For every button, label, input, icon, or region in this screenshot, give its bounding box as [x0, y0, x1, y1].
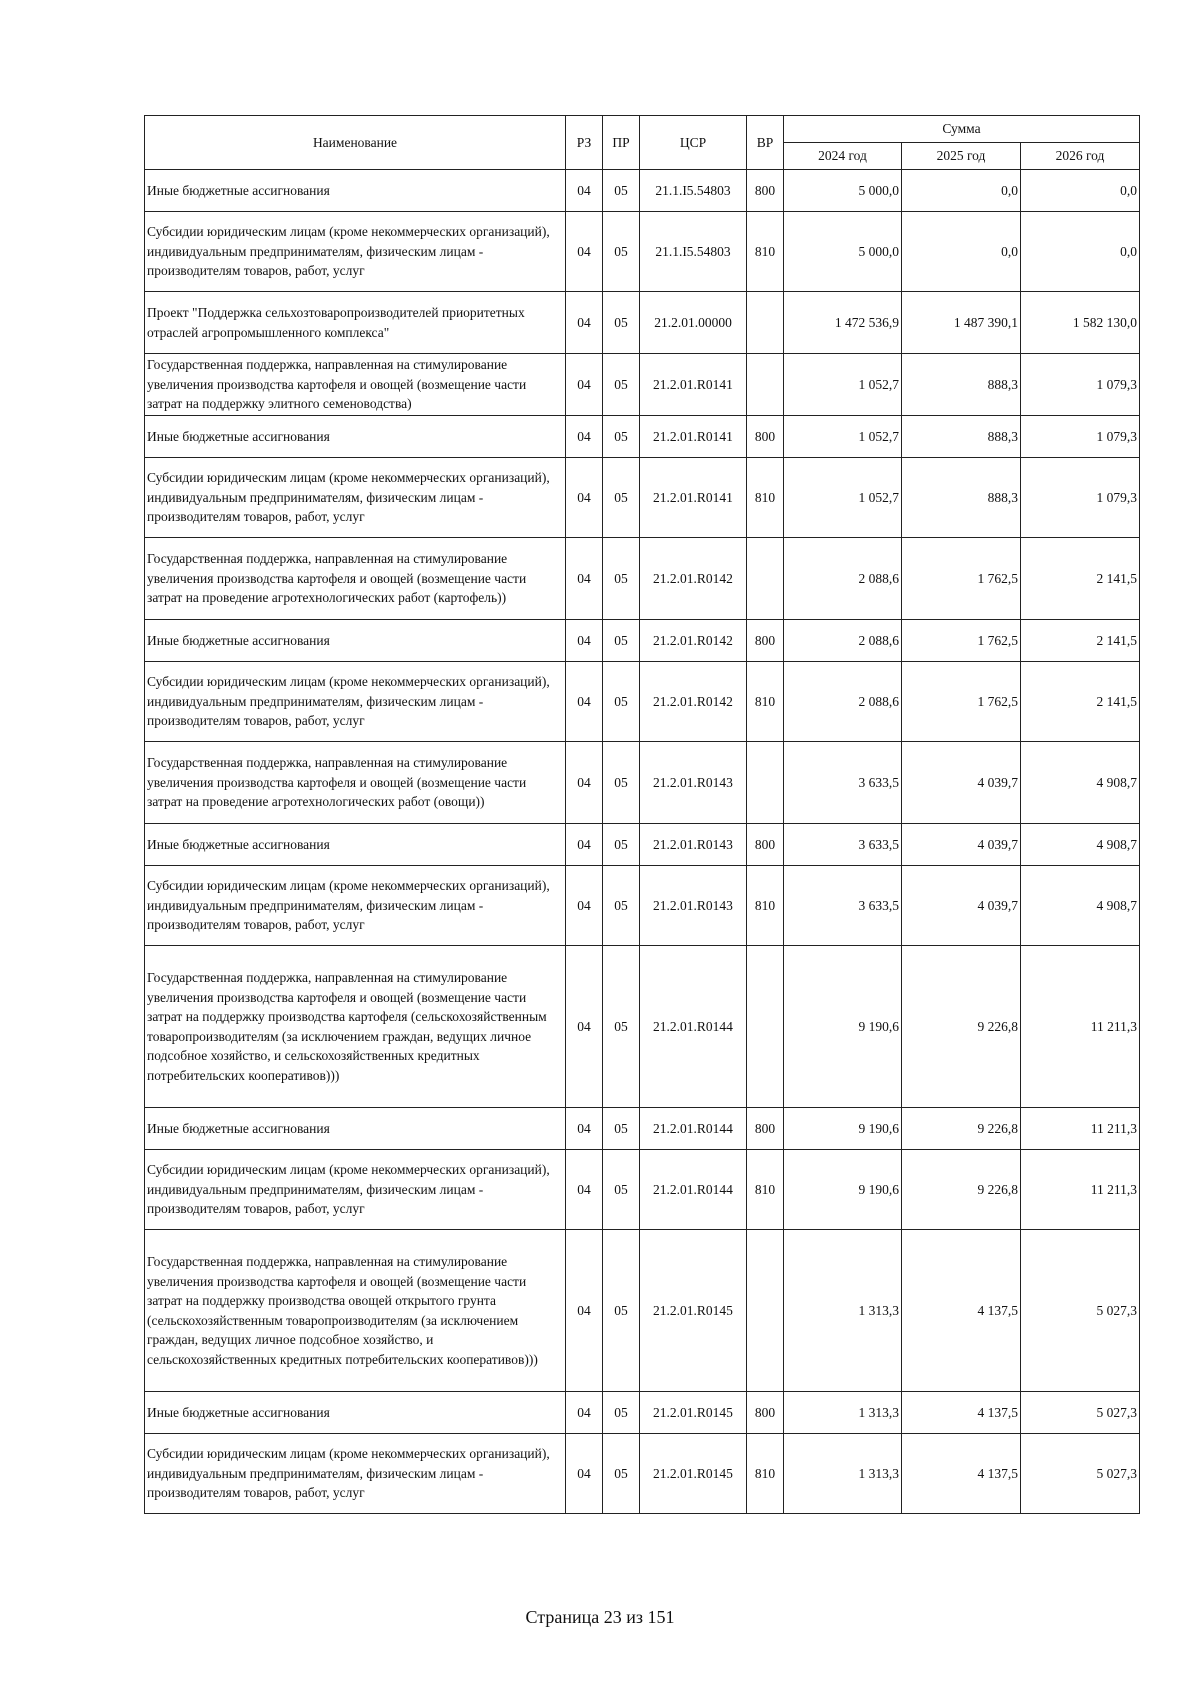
row-sum-2026: 11 211,3 [1021, 1150, 1140, 1230]
table-header [145, 116, 1140, 170]
row-rz: 04 [566, 662, 603, 742]
table-row [145, 946, 1140, 1108]
table-row [145, 538, 1140, 620]
row-pr: 05 [603, 170, 640, 212]
row-vr: 810 [747, 1150, 784, 1230]
row-name: Проект "Поддержка сельхозтоваропроизводителей приоритетных отраслей агропромышленного комплекса" [145, 292, 566, 354]
row-rz: 04 [566, 1392, 603, 1434]
row-sum-2024: 2 088,6 [784, 662, 902, 742]
header-year-2024: 2024 год [784, 143, 902, 170]
row-pr: 05 [603, 458, 640, 538]
row-csr: 21.2.01.R0141 [640, 458, 747, 538]
row-name: Субсидии юридическим лицам (кроме некоммерческих организаций), индивидуальным предпринимателям, физическим лицам - производителям товаров, работ, услуг [145, 212, 566, 292]
row-rz: 04 [566, 946, 603, 1108]
budget-table [144, 115, 1140, 1514]
row-sum-2026: 1 079,3 [1021, 354, 1140, 416]
row-sum-2026: 2 141,5 [1021, 538, 1140, 620]
row-sum-2025: 9 226,8 [902, 1150, 1021, 1230]
row-pr: 05 [603, 292, 640, 354]
row-pr: 05 [603, 212, 640, 292]
header-sum: Сумма [784, 116, 1140, 143]
row-sum-2026: 11 211,3 [1021, 1108, 1140, 1150]
table-row [145, 1108, 1140, 1150]
row-rz: 04 [566, 170, 603, 212]
row-rz: 04 [566, 458, 603, 538]
row-sum-2025: 4 137,5 [902, 1392, 1021, 1434]
row-vr [747, 538, 784, 620]
row-name: Иные бюджетные ассигнования [145, 1392, 566, 1434]
row-sum-2024: 9 190,6 [784, 1108, 902, 1150]
row-sum-2025: 4 137,5 [902, 1230, 1021, 1392]
row-rz: 04 [566, 620, 603, 662]
row-sum-2025: 888,3 [902, 458, 1021, 538]
row-name: Иные бюджетные ассигнования [145, 170, 566, 212]
row-name: Субсидии юридическим лицам (кроме некоммерческих организаций), индивидуальным предпринимателям, физическим лицам - производителям товаров, работ, услуг [145, 866, 566, 946]
table-row [145, 662, 1140, 742]
row-sum-2025: 0,0 [902, 212, 1021, 292]
table-row [145, 170, 1140, 212]
row-rz: 04 [566, 1108, 603, 1150]
row-sum-2025: 4 137,5 [902, 1434, 1021, 1514]
header-vr: ВР [747, 116, 784, 170]
row-pr: 05 [603, 824, 640, 866]
row-vr [747, 354, 784, 416]
row-vr [747, 1230, 784, 1392]
row-csr: 21.2.01.R0141 [640, 354, 747, 416]
row-pr: 05 [603, 866, 640, 946]
row-vr [747, 946, 784, 1108]
table-row [145, 458, 1140, 538]
header-name: Наименование [145, 116, 566, 170]
row-rz: 04 [566, 824, 603, 866]
header-pr: ПР [603, 116, 640, 170]
row-name: Иные бюджетные ассигнования [145, 416, 566, 458]
row-csr: 21.2.01.R0144 [640, 946, 747, 1108]
row-vr: 810 [747, 1434, 784, 1514]
row-name: Государственная поддержка, направленная на стимулирование увеличения производства картофеля и овощей (возмещение части затрат на поддержку производства картофеля (сельскохозяйственным товаропроизводителям (за исключением граждан, ведущих личное подсобное хозяйство, и сельскохозяйственных кредитных потребительских кооперативов))) [145, 946, 566, 1108]
row-pr: 05 [603, 946, 640, 1108]
row-sum-2024: 3 633,5 [784, 866, 902, 946]
row-vr: 810 [747, 458, 784, 538]
header-year-2026: 2026 год [1021, 143, 1140, 170]
row-sum-2025: 9 226,8 [902, 946, 1021, 1108]
row-rz: 04 [566, 292, 603, 354]
row-sum-2026: 4 908,7 [1021, 742, 1140, 824]
row-pr: 05 [603, 1108, 640, 1150]
row-vr: 810 [747, 662, 784, 742]
row-name: Субсидии юридическим лицам (кроме некоммерческих организаций), индивидуальным предпринимателям, физическим лицам - производителям товаров, работ, услуг [145, 1434, 566, 1514]
row-sum-2026: 4 908,7 [1021, 866, 1140, 946]
row-vr: 800 [747, 620, 784, 662]
row-name: Иные бюджетные ассигнования [145, 824, 566, 866]
row-csr: 21.2.01.00000 [640, 292, 747, 354]
row-sum-2024: 2 088,6 [784, 620, 902, 662]
row-sum-2025: 4 039,7 [902, 824, 1021, 866]
row-rz: 04 [566, 1434, 603, 1514]
row-name: Субсидии юридическим лицам (кроме некоммерческих организаций), индивидуальным предпринимателям, физическим лицам - производителям товаров, работ, услуг [145, 1150, 566, 1230]
row-name: Государственная поддержка, направленная на стимулирование увеличения производства картофеля и овощей (возмещение части затрат на поддержку элитного семеноводства) [145, 354, 566, 416]
row-rz: 04 [566, 354, 603, 416]
row-pr: 05 [603, 620, 640, 662]
page-number: Страница 23 из 151 [525, 1607, 675, 1627]
row-rz: 04 [566, 416, 603, 458]
row-vr: 810 [747, 866, 784, 946]
row-sum-2025: 888,3 [902, 416, 1021, 458]
row-pr: 05 [603, 1150, 640, 1230]
row-sum-2025: 1 487 390,1 [902, 292, 1021, 354]
row-csr: 21.2.01.R0142 [640, 538, 747, 620]
table-row [145, 416, 1140, 458]
row-sum-2024: 3 633,5 [784, 742, 902, 824]
row-sum-2026: 4 908,7 [1021, 824, 1140, 866]
row-name: Государственная поддержка, направленная на стимулирование увеличения производства картофеля и овощей (возмещение части затрат на поддержку производства овощей открытого грунта (сельскохозяйственным товаропроизводителям (за исключением граждан, ведущих личное подсобное хозяйство, и сельскохозяйственных кредитных потребительских кооперативов))) [145, 1230, 566, 1392]
row-sum-2025: 0,0 [902, 170, 1021, 212]
table-row [145, 1150, 1140, 1230]
row-pr: 05 [603, 538, 640, 620]
row-sum-2026: 1 582 130,0 [1021, 292, 1140, 354]
table-row [145, 292, 1140, 354]
row-pr: 05 [603, 416, 640, 458]
row-rz: 04 [566, 1150, 603, 1230]
row-vr [747, 742, 784, 824]
table-row [145, 620, 1140, 662]
row-rz: 04 [566, 538, 603, 620]
row-rz: 04 [566, 866, 603, 946]
row-sum-2024: 3 633,5 [784, 824, 902, 866]
row-rz: 04 [566, 212, 603, 292]
row-vr: 810 [747, 212, 784, 292]
row-name: Субсидии юридическим лицам (кроме некоммерческих организаций), индивидуальным предпринимателям, физическим лицам - производителям товаров, работ, услуг [145, 458, 566, 538]
row-sum-2026: 5 027,3 [1021, 1434, 1140, 1514]
row-sum-2024: 2 088,6 [784, 538, 902, 620]
row-csr: 21.2.01.R0144 [640, 1150, 747, 1230]
row-csr: 21.2.01.R0141 [640, 416, 747, 458]
row-csr: 21.2.01.R0142 [640, 620, 747, 662]
row-csr: 21.2.01.R0145 [640, 1230, 747, 1392]
row-sum-2026: 2 141,5 [1021, 662, 1140, 742]
row-sum-2026: 1 079,3 [1021, 458, 1140, 538]
row-sum-2025: 888,3 [902, 354, 1021, 416]
row-pr: 05 [603, 1230, 640, 1392]
table-body [145, 170, 1140, 1514]
row-sum-2026: 0,0 [1021, 170, 1140, 212]
table-row [145, 1392, 1140, 1434]
row-vr: 800 [747, 1108, 784, 1150]
row-vr: 800 [747, 170, 784, 212]
table-row [145, 354, 1140, 416]
row-sum-2025: 9 226,8 [902, 1108, 1021, 1150]
row-sum-2026: 2 141,5 [1021, 620, 1140, 662]
row-name: Субсидии юридическим лицам (кроме некоммерческих организаций), индивидуальным предпринимателям, физическим лицам - производителям товаров, работ, услуг [145, 662, 566, 742]
row-csr: 21.1.I5.54803 [640, 212, 747, 292]
row-pr: 05 [603, 1392, 640, 1434]
table-row [145, 866, 1140, 946]
row-sum-2024: 1 052,7 [784, 416, 902, 458]
row-sum-2025: 4 039,7 [902, 742, 1021, 824]
row-sum-2026: 5 027,3 [1021, 1392, 1140, 1434]
row-vr: 800 [747, 824, 784, 866]
row-sum-2024: 9 190,6 [784, 946, 902, 1108]
header-rz: РЗ [566, 116, 603, 170]
row-rz: 04 [566, 742, 603, 824]
row-pr: 05 [603, 662, 640, 742]
row-sum-2024: 1 052,7 [784, 458, 902, 538]
table-row [145, 1230, 1140, 1392]
row-vr: 800 [747, 416, 784, 458]
row-sum-2024: 1 472 536,9 [784, 292, 902, 354]
row-vr [747, 292, 784, 354]
row-vr: 800 [747, 1392, 784, 1434]
row-sum-2024: 1 052,7 [784, 354, 902, 416]
row-pr: 05 [603, 1434, 640, 1514]
row-csr: 21.2.01.R0142 [640, 662, 747, 742]
table-row [145, 742, 1140, 824]
row-sum-2025: 4 039,7 [902, 866, 1021, 946]
row-sum-2026: 5 027,3 [1021, 1230, 1140, 1392]
row-sum-2024: 5 000,0 [784, 170, 902, 212]
row-rz: 04 [566, 1230, 603, 1392]
row-sum-2024: 1 313,3 [784, 1434, 902, 1514]
row-name: Государственная поддержка, направленная на стимулирование увеличения производства картофеля и овощей (возмещение части затрат на проведение агротехнологических работ (картофель)) [145, 538, 566, 620]
row-csr: 21.2.01.R0145 [640, 1434, 747, 1514]
row-name: Государственная поддержка, направленная на стимулирование увеличения производства картофеля и овощей (возмещение части затрат на проведение агротехнологических работ (овощи)) [145, 742, 566, 824]
row-sum-2026: 0,0 [1021, 212, 1140, 292]
row-csr: 21.1.I5.54803 [640, 170, 747, 212]
row-csr: 21.2.01.R0144 [640, 1108, 747, 1150]
row-sum-2024: 5 000,0 [784, 212, 902, 292]
header-year-2025: 2025 год [902, 143, 1021, 170]
row-name: Иные бюджетные ассигнования [145, 620, 566, 662]
row-name: Иные бюджетные ассигнования [145, 1108, 566, 1150]
row-sum-2024: 1 313,3 [784, 1392, 902, 1434]
table-row [145, 1434, 1140, 1514]
row-pr: 05 [603, 742, 640, 824]
row-sum-2024: 9 190,6 [784, 1150, 902, 1230]
table-row [145, 212, 1140, 292]
row-sum-2026: 11 211,3 [1021, 946, 1140, 1108]
row-sum-2024: 1 313,3 [784, 1230, 902, 1392]
row-sum-2025: 1 762,5 [902, 538, 1021, 620]
row-csr: 21.2.01.R0145 [640, 1392, 747, 1434]
row-csr: 21.2.01.R0143 [640, 742, 747, 824]
row-csr: 21.2.01.R0143 [640, 824, 747, 866]
table-row [145, 824, 1140, 866]
row-pr: 05 [603, 354, 640, 416]
row-sum-2025: 1 762,5 [902, 620, 1021, 662]
header-csr: ЦСР [640, 116, 747, 170]
row-sum-2026: 1 079,3 [1021, 416, 1140, 458]
row-csr: 21.2.01.R0143 [640, 866, 747, 946]
row-sum-2025: 1 762,5 [902, 662, 1021, 742]
